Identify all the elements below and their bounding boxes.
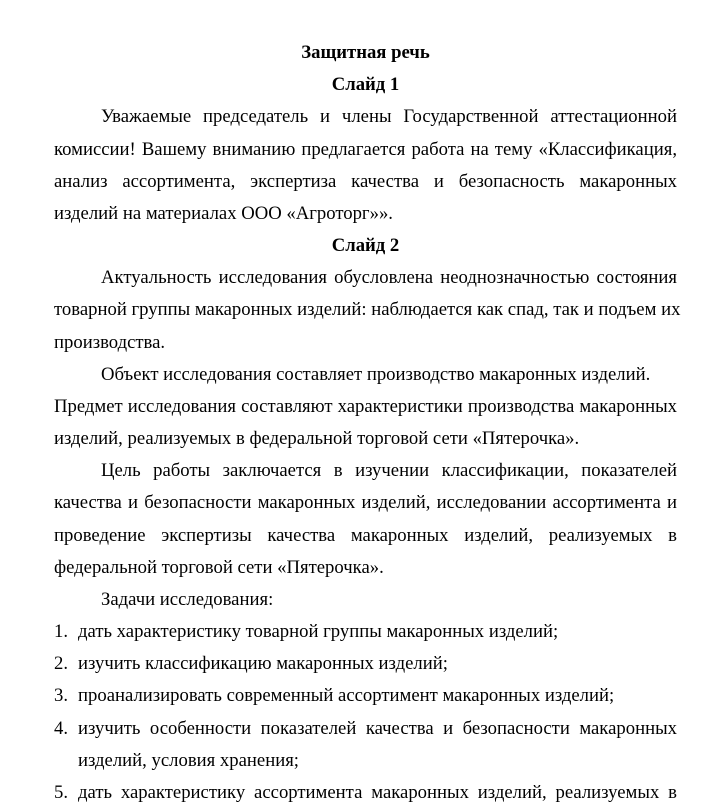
task-text: проанализировать современный ассортимент макаронных изделий; xyxy=(78,685,615,706)
document-title: Защитная речь xyxy=(301,42,430,63)
task-text: изделий, условия хранения; xyxy=(78,750,299,771)
relevance-line: товарной группы макаронных изделий: наблюдается как спад, так и подъем их xyxy=(54,299,681,320)
goal-line: проведение экспертизы качества макаронных изделий, реализуемых в xyxy=(54,525,677,546)
slide-2-heading: Слайд 2 xyxy=(331,235,400,256)
goal-line: федеральной торговой сети «Пятерочка». xyxy=(54,557,384,578)
slide-1-text-line: комиссии! Вашему вниманию предлагается работа на тему «Классификация, xyxy=(54,139,677,160)
subject-line: изделий, реализуемых в федеральной торговой сети «Пятерочка». xyxy=(54,428,580,449)
relevance-line: производства. xyxy=(54,332,166,353)
goal-line: Цель работы заключается в изучении классификации, показателей xyxy=(101,460,677,481)
tasks-heading: Задачи исследования: xyxy=(101,589,274,610)
task-text: дать характеристику товарной группы макаронных изделий; xyxy=(78,621,559,642)
object-line: Объект исследования составляет производство макаронных изделий. xyxy=(101,364,651,385)
task-number: 3. xyxy=(54,685,69,706)
task-number: 2. xyxy=(54,653,69,674)
task-number: 4. xyxy=(54,718,69,739)
slide-1-heading: Слайд 1 xyxy=(331,74,400,95)
task-text: изучить особенности показателей качества и безопасности макаронных xyxy=(78,718,677,739)
goal-line: качества и безопасности макаронных изделий, исследовании ассортимента и xyxy=(54,492,677,513)
slide-1-text-line: анализ ассортимента, экспертиза качества и безопасность макаронных xyxy=(54,171,677,192)
subject-line: Предмет исследования составляют характеристики производства макаронных xyxy=(54,396,677,417)
task-number: 1. xyxy=(54,621,69,642)
slide-1-text-line: изделий на материалах ООО «Агроторг»». xyxy=(54,203,393,224)
task-number: 5. xyxy=(54,782,69,803)
task-text: изучить классификацию макаронных изделий; xyxy=(78,653,448,674)
task-text: дать характеристику ассортимента макаронных изделий, реализуемых в xyxy=(78,782,677,803)
slide-1-text-line: Уважаемые председатель и члены Государственной аттестационной xyxy=(101,106,677,127)
relevance-line: Актуальность исследования обусловлена неоднозначностью состояния xyxy=(101,267,677,288)
